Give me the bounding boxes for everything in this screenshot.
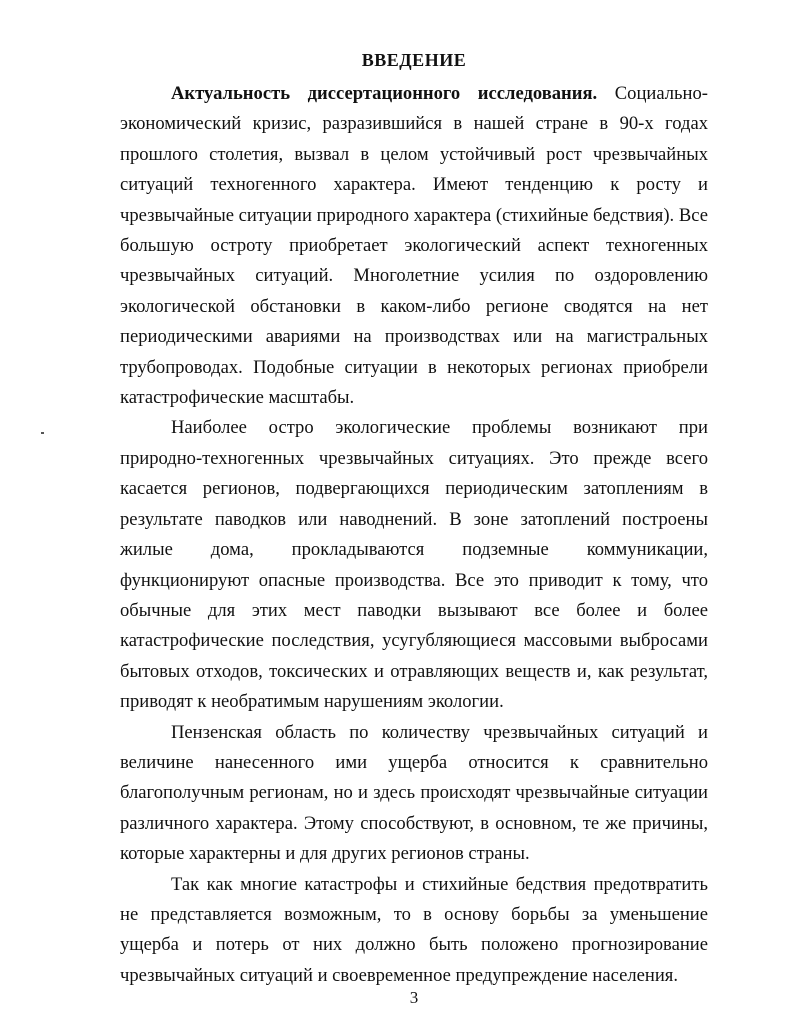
paragraph-text: Социально-экономический кризис, разразившийся в нашей стране в 90-х годах прошлого столетия, вызвал в целом устойчивый рост чрезвычайных ситуаций техногенного характера. Имеют тенденцию к росту и чрезвычайные ситуации природного характера (стихийные бедствия). Все большую остроту приобретает экологический аспект техногенных чрезвычайных ситуаций. Многолетние усилия по оздоровлению экологической обстановки в каком-либо регионе сводятся на нет периодическими авариями на производствах или на магистральных трубопроводах. Подобные ситуации в некоторых регионах приобрели катастрофические масштабы. bbox=[120, 83, 708, 409]
page-number: 3 bbox=[409, 988, 419, 1007]
paragraph-lead: Актуальность диссертационного исследования. bbox=[171, 83, 598, 104]
body-text bbox=[120, 79, 708, 991]
paragraph-forecasting: Так как многие катастрофы и стихийные бедствия предотвратить не представляется возможным, то в основу борьбы за уменьшение ущерба и потерь от них должно быть положено прогнозирование чрезвычайных ситуаций и своевременное предупреждение населения. bbox=[120, 873, 708, 986]
scan-speck bbox=[41, 432, 44, 434]
paragraph-ecology: Наиболее остро экологические проблемы возникают при природно-техногенных чрезвычайных ситуациях. Это прежде всего касается регионов, подвергающихся периодическим затоплениям в результате паводков или наводнений. В зоне затоплений построены жилые дома, прокладываются подземные коммуникации, функционируют опасные производства. Все это приводит к тому, что обычные для этих мест паводки вызывают все более и более катастрофические последствия, усугубляющиеся массовыми выбросами бытовых отходов, токсических и отравляющих веществ и, как результат, приводят к необратимым нарушениям экологии. bbox=[120, 417, 708, 713]
page-title: ВВЕДЕНИЕ bbox=[361, 50, 467, 70]
paragraph-penza: Пензенская область по количеству чрезвычайных ситуаций и величине нанесенного ими ущерба относится к сравнительно благополучным регионам, но и здесь происходят чрезвычайные ситуации различного характера. Этому способствуют, в основном, те же причины, которые характерны и для других регионов страны. bbox=[120, 721, 708, 865]
paragraph-relevance bbox=[120, 79, 708, 413]
